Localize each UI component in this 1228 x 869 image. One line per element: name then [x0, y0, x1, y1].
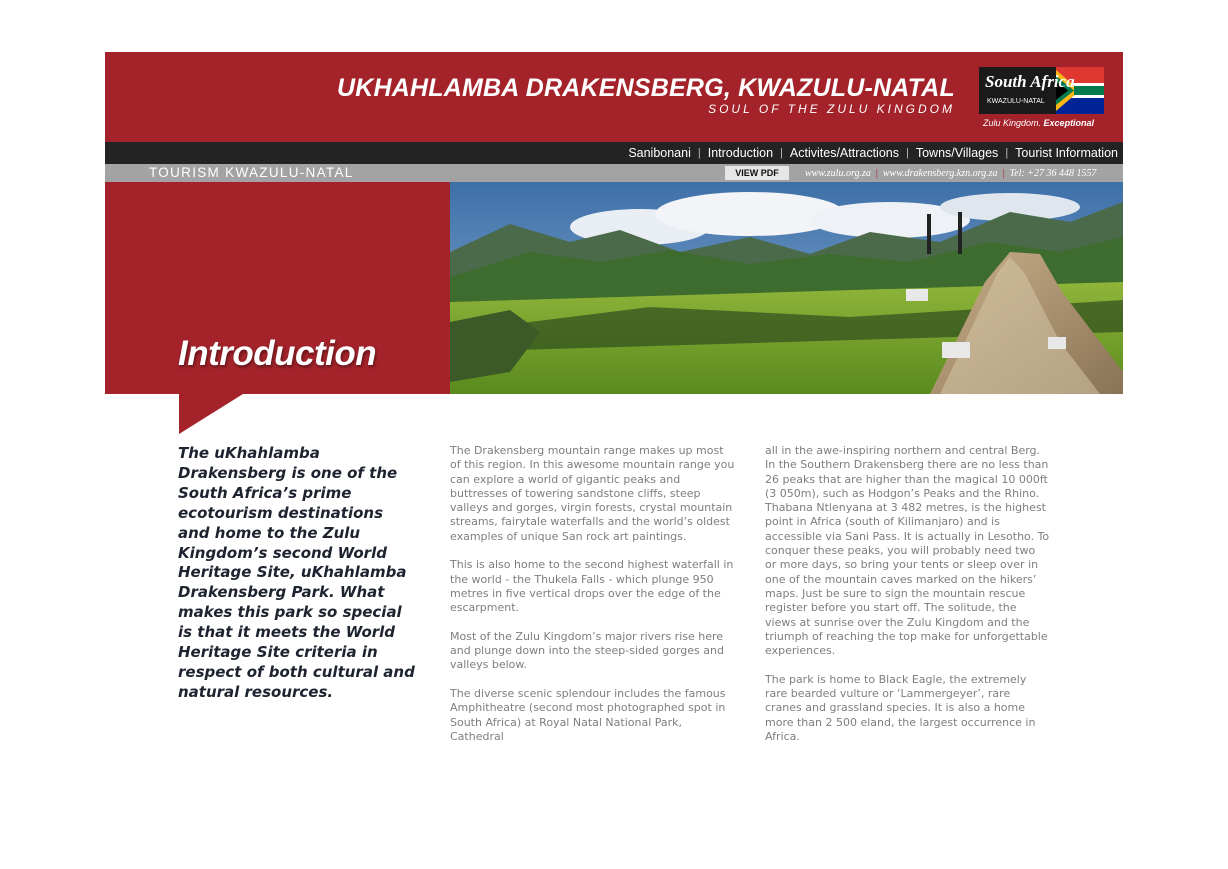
nav-item-introduction[interactable]: Introduction	[707, 146, 774, 160]
nav-list	[628, 142, 1118, 164]
paragraph: This is also home to the second highest waterfall in the world - the Thukela Falls - which plunge 950 metres in five vertical drops over the edge of the escarpment.	[450, 558, 734, 615]
lead-paragraph: The uKhahlamba Drakensberg is one of the South Africa’s prime ecotourism destinations and home to the Zulu Kingdom’s second World Heritage Site, uKhahlamba Drakensberg Park. What makes this park so special is that it meets the World Heritage Site criteria in respect of both cultural and natural resources.	[178, 444, 415, 701]
hero-photo	[450, 182, 1123, 394]
nav-item-activities[interactable]: Activites/Attractions	[789, 146, 899, 160]
tourism-brand: TOURISM KWAZULU-NATAL	[149, 165, 354, 180]
site-tagline: SOUL OF THE ZULU KINGDOM	[708, 102, 955, 116]
logo-slogan-b: Exceptional	[1043, 118, 1095, 128]
view-pdf-button[interactable]: VIEW PDF	[725, 166, 789, 180]
nav-separator: |	[906, 147, 909, 159]
logo-box	[979, 67, 1104, 114]
body-column-1	[450, 444, 735, 759]
link-separator: |	[875, 167, 878, 179]
nav-item-tourist-information[interactable]: Tourist Information	[1015, 146, 1118, 160]
page-heading: Introduction	[178, 334, 377, 373]
paragraph: all in the awe-inspiring northern and central Berg. In the Southern Drakensberg there are no less than 26 peaks that are higher than the magical 10 000ft (3 050m), such as Hodgon’s Peaks and the Rhino. Thabana Ntlenyana at 3 482 metres, is the highest point in Africa (south of Kilimanjaro) and is accessible via Sani Pass. It is actually in Lesotho. To conquer these peaks, you will probably need two or more days, so bring your tents or sleep over in one of the mountain caves marked on the hikers’ maps. Just be sure to sign the mountain rescue register before you start off. The solitude, the views at sunrise over the Zulu Kingdom and the triumph of reaching the top make for unforgettable experiences.	[765, 444, 1050, 658]
paragraph: The Drakensberg mountain range makes up most of this region. In this awesome mountain range you can explore a world of gigantic peaks and buttresses of towering sandstone cliffs, steep valleys and gorges, virgin forests, crystal mountain streams, fairytale waterfalls and the world’s oldest examples of unique San rock art paintings.	[450, 444, 735, 543]
link-zulu-org[interactable]: www.zulu.org.za	[805, 167, 871, 179]
phone-number[interactable]: Tel: +27 36 448 1557	[1009, 167, 1097, 179]
logo-region: KWAZULU-NATAL	[987, 98, 1045, 105]
logo-slogan	[983, 118, 1094, 128]
paragraph: The diverse scenic splendour includes the famous Amphitheatre (second most photographed spot in South Africa) at Royal Natal National Park, Cathedral	[450, 687, 726, 743]
site-header	[105, 52, 1123, 142]
contact-links	[805, 166, 1096, 180]
link-drakensberg[interactable]: www.drakensberg.kzn.org.za	[882, 167, 998, 179]
sub-bar	[105, 164, 1123, 182]
nav-separator: |	[697, 147, 701, 159]
paragraph: Most of the Zulu Kingdom’s major rivers rise here and plunge down into the steep-sided gorges and valleys below.	[450, 629, 724, 672]
drakensberg-landscape-image	[450, 182, 1123, 394]
south-africa-logo[interactable]	[979, 67, 1104, 131]
nav-separator: |	[780, 147, 783, 159]
site-title: UKHAHLAMBA DRAKENSBERG, KWAZULU-NATAL	[337, 74, 955, 102]
logo-brand: South Africa	[985, 72, 1075, 91]
main-nav	[105, 142, 1123, 164]
body-column-2	[765, 444, 1050, 759]
nav-separator: |	[1005, 147, 1009, 159]
paragraph: The park is home to Black Eagle, the extremely rare bearded vulture or ‘Lammergeyer’, rare cranes and grassland species. It is also a home more than 2 500 eland, the largest occurrence in Africa.	[765, 672, 1036, 743]
logo-slogan-a: Zulu Kingdom.	[983, 118, 1042, 128]
nav-item-towns[interactable]: Towns/Villages	[915, 146, 999, 160]
callout-tail-shape	[179, 394, 243, 434]
nav-item-sanibonani[interactable]: Sanibonani	[628, 146, 691, 160]
link-separator: |	[1002, 167, 1005, 179]
